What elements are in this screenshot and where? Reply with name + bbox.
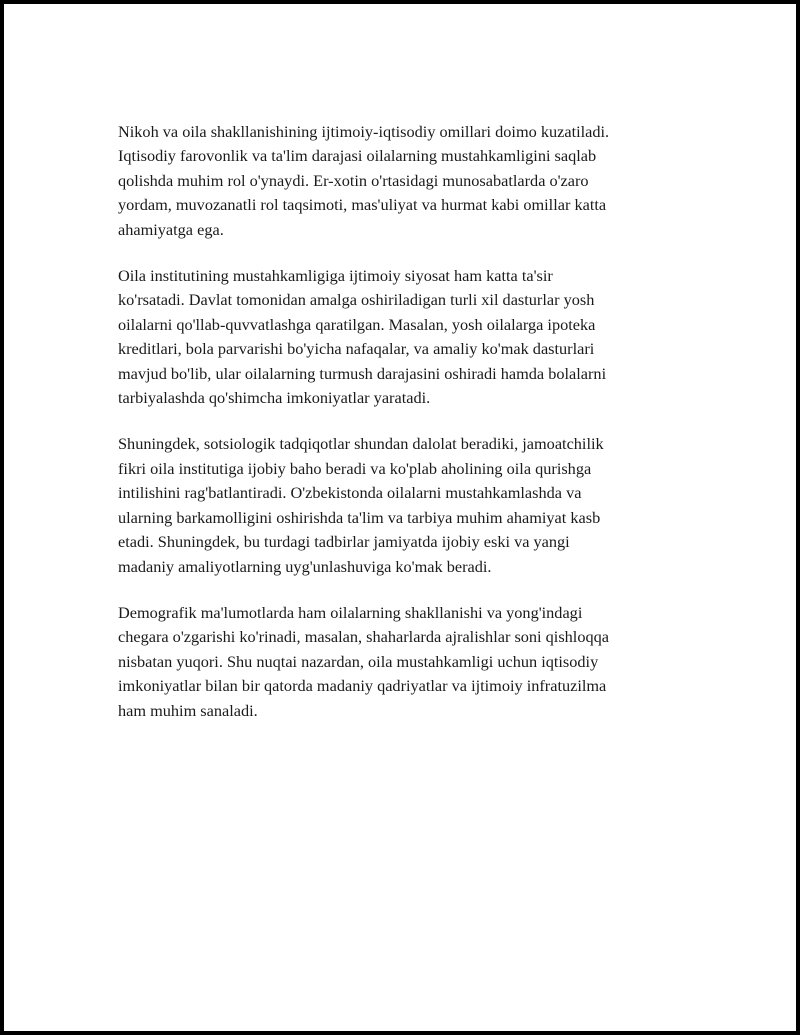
paragraph-line: nisbatan yuqori. Shu nuqtai nazardan, oila mustahkamligi uchun iqtisodiy bbox=[118, 651, 599, 671]
paragraph-line: tarbiyalashda qo'shimcha imkoniyatlar yaratadi. bbox=[118, 388, 431, 408]
paragraph-line: Nikoh va oila shakllanishining ijtimoiy-iqtisodiy omillari doimo kuzatiladi. bbox=[118, 122, 610, 141]
paragraph-line: ham muhim sanaladi. bbox=[118, 700, 258, 720]
paragraph-line: etadi. Shuningdek, bu turdagi tadbirlar jamiyatda ijobiy eski va yangi bbox=[118, 532, 570, 552]
paragraph-line: ahamiyatga ega. bbox=[118, 219, 224, 239]
paragraph-line: Shuningdek, sotsiologik tadqiqotlar shundan dalolat beradiki, jamoatchilik bbox=[118, 434, 604, 454]
paragraph-line: chegara o'zgarishi ko'rinadi, masalan, shaharlarda ajralishlar soni qishloqqa bbox=[118, 627, 609, 647]
paragraph-1 bbox=[118, 120, 688, 242]
paragraph-line: mavjud bo'lib, ular oilalarning turmush darajasini oshiradi hamda bolalarni bbox=[118, 363, 607, 383]
paragraph-line: Demografik ma'lumotlarda ham oilalarning shakllanishi va yong'indagi bbox=[118, 602, 583, 622]
paragraph-line: kreditlari, bola parvarishi bo'yicha nafaqalar, va amaliy ko'mak dasturlari bbox=[118, 339, 595, 359]
paragraph-line: Oila institutining mustahkamligiga ijtimoiy siyosat ham katta ta'sir bbox=[118, 266, 553, 286]
paragraph-2 bbox=[118, 264, 688, 410]
paragraph-line: ko'rsatadi. Davlat tomonidan amalga oshiriladigan turli xil dasturlar yosh bbox=[118, 290, 595, 310]
paragraph-line: fikri oila institutiga ijobiy baho beradi va ko'plab aholining oila qurishga bbox=[118, 458, 592, 478]
paragraph-line: ularning barkamolligini oshirishda ta'lim va tarbiya muhim ahamiyat kasb bbox=[118, 507, 601, 527]
paragraph-line: madaniy amaliyotlarning uyg'unlashuviga ko'mak beradi. bbox=[118, 556, 492, 576]
paragraph-4 bbox=[118, 601, 688, 723]
paragraph-line: yordam, muvozanatli rol taqsimoti, mas'uliyat va hurmat kabi omillar katta bbox=[118, 195, 607, 215]
document-body bbox=[118, 120, 688, 745]
paragraph-line: intilishini rag'batlantiradi. O'zbekistonda oilalarni mustahkamlashda va bbox=[118, 483, 582, 503]
paragraph-line: qolishda muhim rol o'ynaydi. Er-xotin o'rtasidagi munosabatlarda o'zaro bbox=[118, 170, 589, 190]
paragraph-3 bbox=[118, 432, 688, 578]
paragraph-line: oilalarni qo'llab-quvvatlashga qaratilgan. Masalan, yosh oilalarga ipoteka bbox=[118, 314, 596, 334]
paragraph-line: imkoniyatlar bilan bir qatorda madaniy qadriyatlar va ijtimoiy infratuzilma bbox=[118, 676, 607, 696]
paragraph-line: Iqtisodiy farovonlik va ta'lim darajasi oilalarning mustahkamligini saqlab bbox=[118, 146, 597, 166]
